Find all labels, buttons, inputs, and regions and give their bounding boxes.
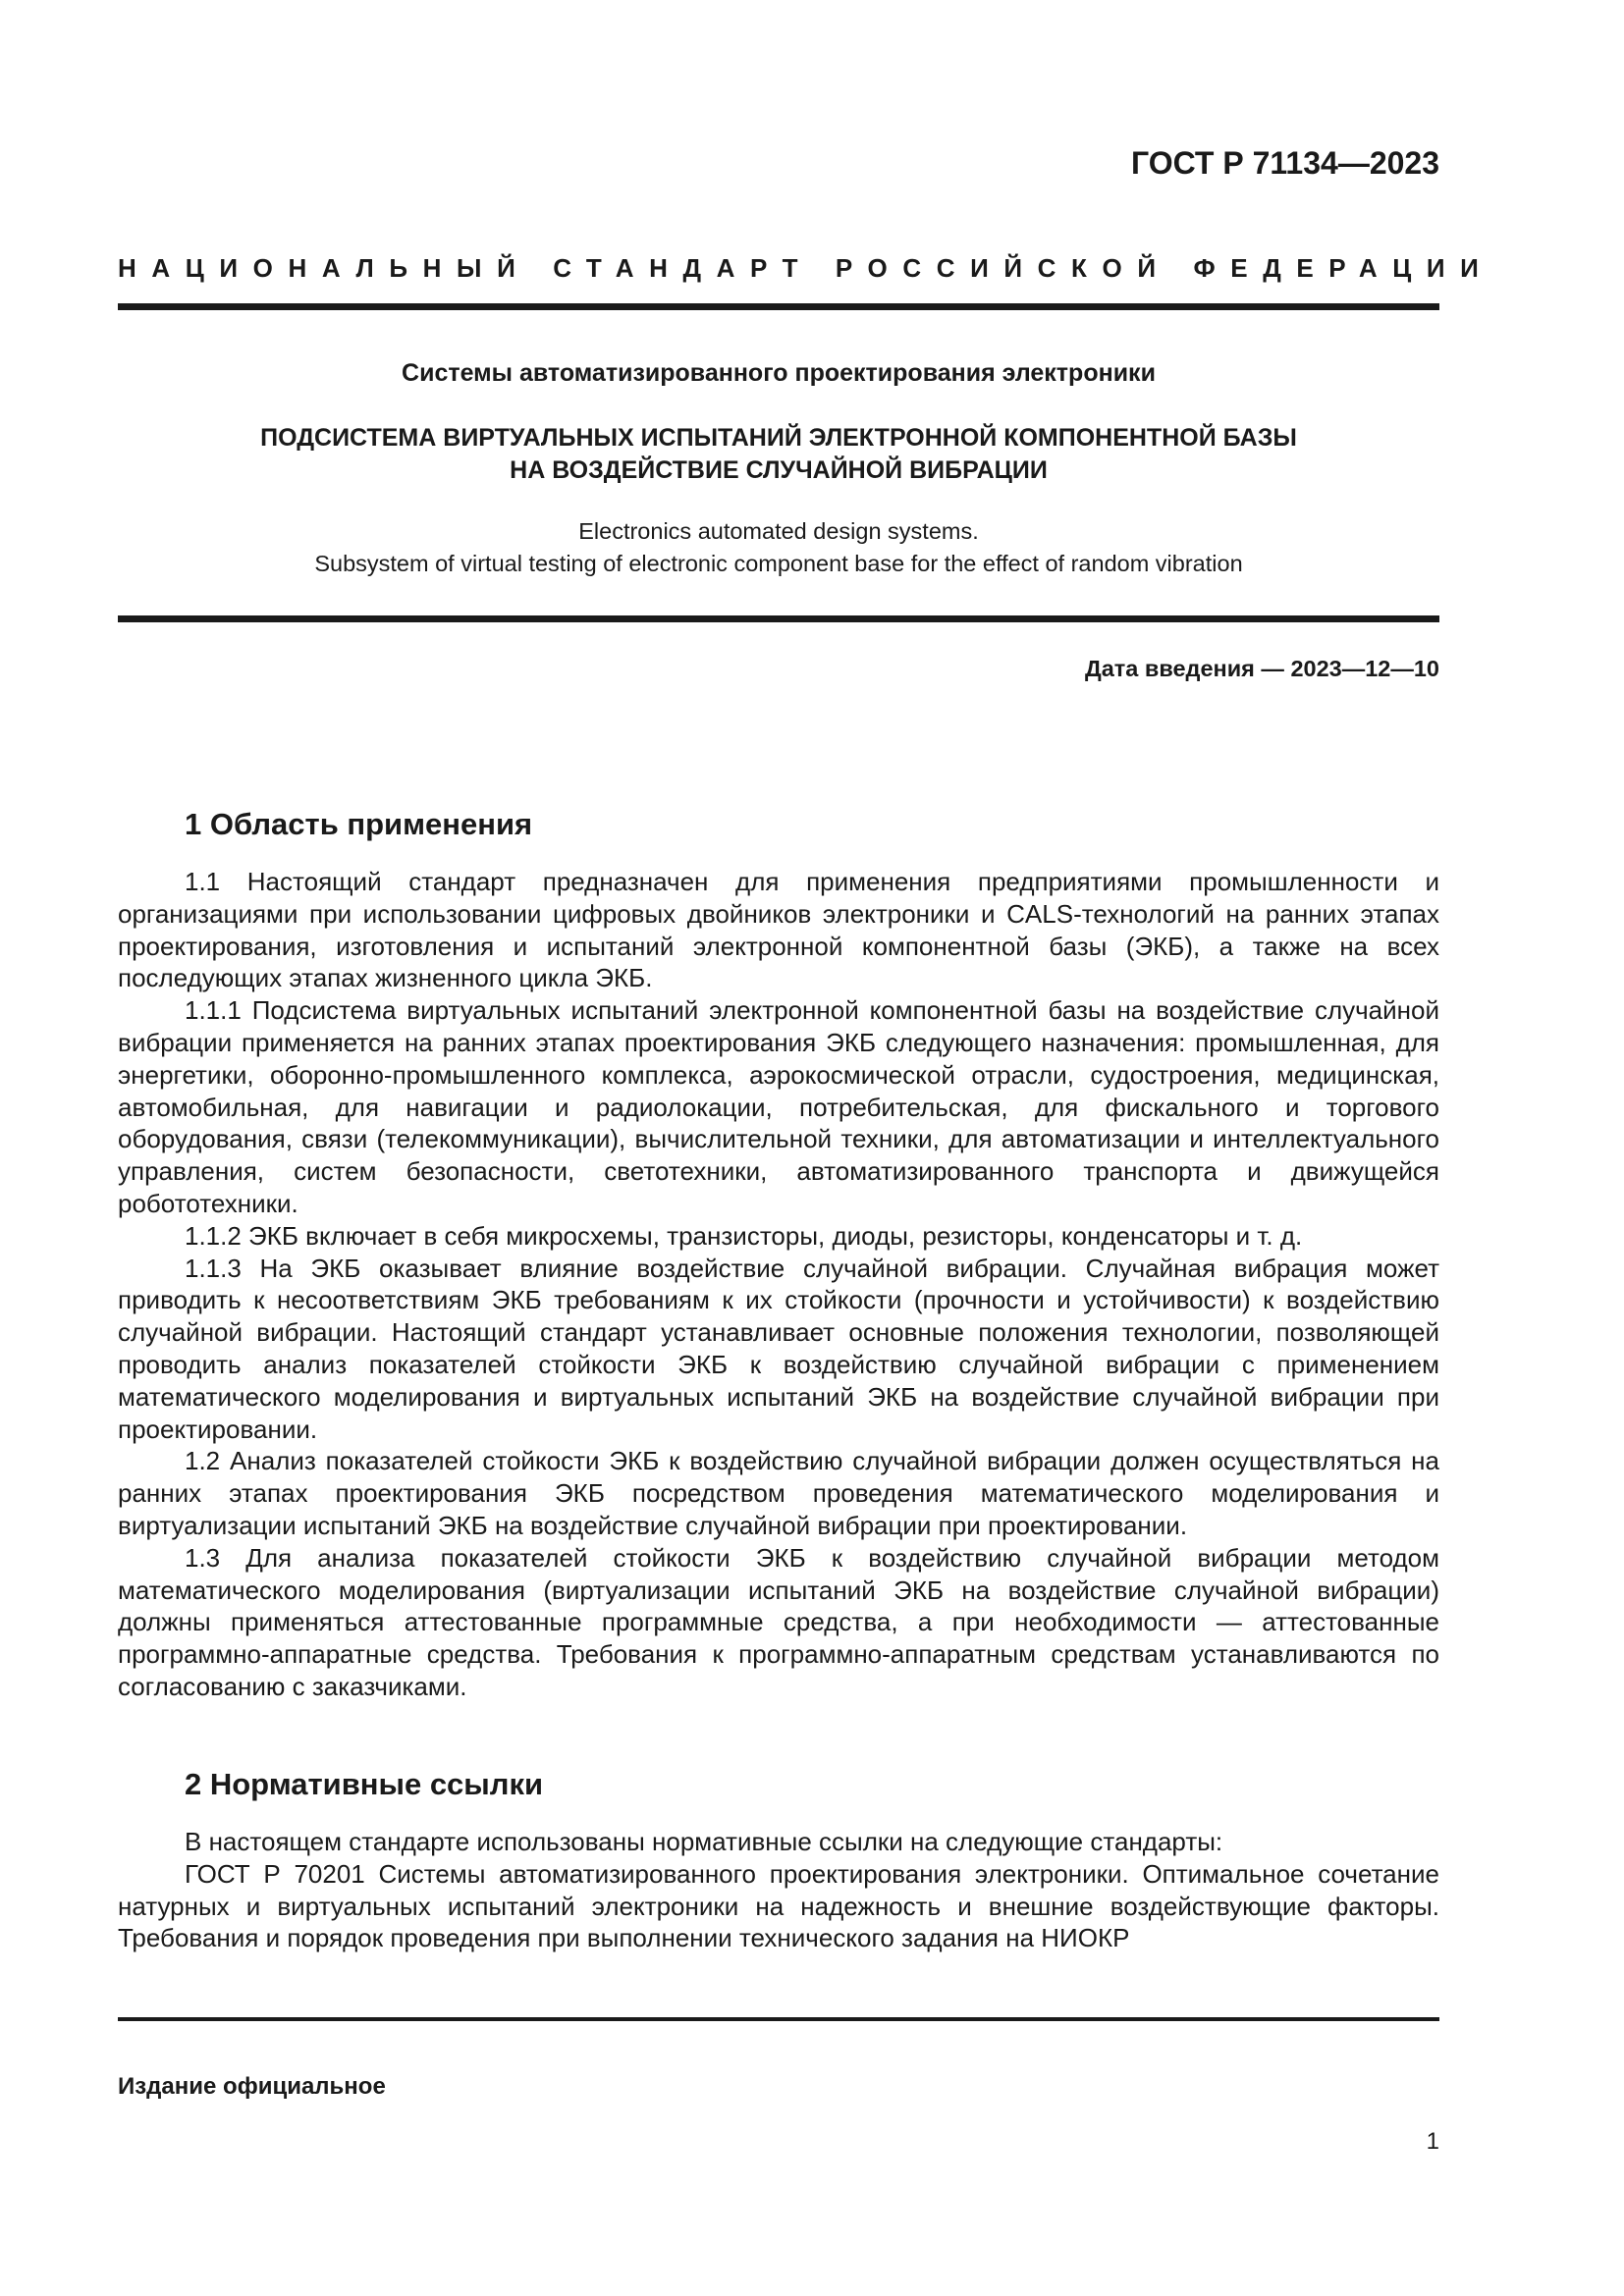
section-heading-scope: 1 Область применения <box>185 807 533 841</box>
standard-banner: НАЦИОНАЛЬНЫЙ СТАНДАРТ РОССИЙСКОЙ ФЕДЕРАЦИИ <box>118 253 1494 283</box>
english-title-line: Electronics automated design systems. <box>578 518 979 544</box>
page-number: 1 <box>1426 2128 1439 2155</box>
main-title-line: НА ВОЗДЕЙСТВИЕ СЛУЧАЙНОЙ ВИБРАЦИИ <box>510 456 1048 484</box>
paragraph-1-2: 1.2 Анализ показателей стойкости ЭКБ к воздействию случайной вибрации должен осуществляться на ранних этапах проектирования ЭКБ посредством проведения математического моделирования и виртуализации испытаний ЭКБ на воздействие случайной вибрации при проектировании. <box>118 1446 1439 1540</box>
section-body-scope <box>118 866 1439 1703</box>
introduction-date: Дата введения — 2023—12—10 <box>1084 656 1439 681</box>
footer-rule <box>118 2017 1439 2021</box>
paragraph-1-1: 1.1 Настоящий стандарт предназначен для применения предприятиями промышленности и организациями при использовании цифровых двойников электроники и CALS-технологий на ранних этапах проектирования, изготовления и испытаний электронной компонентной базы (ЭКБ), а также на всех последующих этапах жизненного цикла ЭКБ. <box>118 867 1439 993</box>
paragraph-1-1-3: 1.1.3 На ЭКБ оказывает влияние воздействие случайной вибрации. Случайная вибрация может приводить к несоответствиям ЭКБ требованиям к их стойкости (прочности и устойчивости) к воздействию случайной вибрации. Настоящий стандарт устанавливает основные положения технологии, позволяющей проводить анализ показателей стойкости ЭКБ к воздействию случайной вибрации с применением математического моделирования и виртуальных испытаний ЭКБ на воздействие случайной вибрации при проектировании. <box>118 1253 1439 1444</box>
document-main-title <box>118 422 1439 487</box>
references-intro: В настоящем стандарте использованы нормативные ссылки на следующие стандарты: <box>185 1827 1223 1856</box>
english-title-line: Subsystem of virtual testing of electronic component base for the effect of random vibration <box>314 551 1243 576</box>
header-rule <box>118 303 1439 310</box>
section-heading-normative-references: 2 Нормативные ссылки <box>185 1767 544 1801</box>
section-body-normative-references <box>118 1826 1439 1954</box>
official-edition-label: Издание официальное <box>118 2073 386 2100</box>
paragraph-1-3: 1.3 Для анализа показателей стойкости ЭКБ к воздействию случайной вибрации методом математического моделирования (виртуализации испытаний ЭКБ на воздействие случайной вибрации) должны применяться аттестованные программные средства, а при необходимости — аттестованные программно-аппаратные средства. Требования к программно-аппаратным средствам устанавливаются по согласованию с заказчиками. <box>118 1542 1439 1701</box>
paragraph-1-1-1: 1.1.1 Подсистема виртуальных испытаний электронной компонентной базы на воздействие случайной вибрации применяется на ранних этапах проектирования ЭКБ следующего назначения: промышленная, для энергетики, оборонно-промышленного комплекса, аэрокосмической отрасли, судостроения, медицинская, автомобильная, для навигации и радиолокации, потребительская, для фискального и торгового оборудования, связи (телекоммуникации), вычислительной техники, для автоматизации и интеллектуального управления, систем безопасности, светотехники, автоматизированного транспорта и движущейся робототехники. <box>118 995 1439 1218</box>
document-code: ГОСТ Р 71134—2023 <box>1131 145 1439 181</box>
paragraph-1-1-2: 1.1.2 ЭКБ включает в себя микросхемы, транзисторы, диоды, резисторы, конденсаторы и т. д. <box>185 1220 1303 1251</box>
title-rule <box>118 615 1439 622</box>
reference-item: ГОСТ Р 70201 Системы автоматизированного проектирования электроники. Оптимальное сочетание натурных и виртуальных испытаний электроники на надежность и внешние воздействующие факторы. Требования и порядок проведения при выполнении технического задания на НИОКР <box>118 1858 1439 1953</box>
english-title <box>118 515 1439 580</box>
main-title-line: ПОДСИСТЕМА ВИРТУАЛЬНЫХ ИСПЫТАНИЙ ЭЛЕКТРОННОЙ КОМПОНЕНТНОЙ БАЗЫ <box>260 424 1297 452</box>
document-subtitle: Системы автоматизированного проектирования электроники <box>402 359 1156 387</box>
